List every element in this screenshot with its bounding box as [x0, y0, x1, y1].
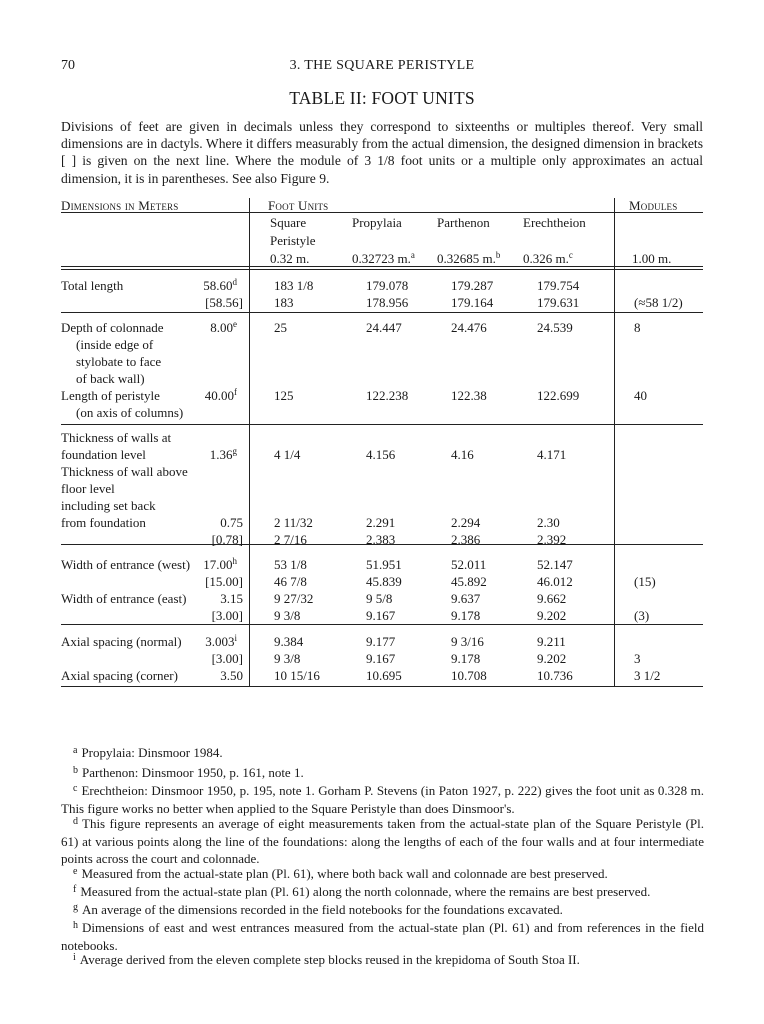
footnote-mark: d: [73, 816, 78, 827]
row-rule: [61, 424, 703, 425]
cell-meters: 3.50: [220, 668, 243, 683]
cell-propylaia: 122.238: [366, 388, 409, 403]
cell-propylaia: 9.167: [366, 608, 396, 623]
footnote: [61, 744, 704, 762]
footnote-mark: i: [73, 952, 76, 963]
footnote-mark: f: [73, 884, 77, 895]
cell-erechtheion: 9.202: [537, 651, 567, 666]
cell-propylaia: 45.839: [366, 574, 402, 589]
row-label: from foundation: [61, 515, 146, 530]
cell-parthenon: 10.708: [451, 668, 487, 683]
footnote-text: Erechtheion: Dinsmoor 1950, p. 195, note 1. Gorham P. Stevens (in Paton 1927, p. 222) gives the foot unit as 0.328 m. This figure works no better when applied to the Square Peristyle than does Dinsmoor's.: [61, 783, 704, 816]
cell-meters: 8.00e: [210, 319, 237, 335]
cell-parthenon: 179.287: [451, 278, 494, 293]
cell-modules: 40: [634, 388, 647, 403]
footnote-text: Propylaia: Dinsmoor 1984.: [81, 745, 223, 760]
cell-erechtheion: 9.202: [537, 608, 567, 623]
col-name-line: Propylaia: [352, 215, 402, 230]
cell-parthenon: 52.011: [451, 557, 487, 572]
cell-erechtheion: 52.147: [537, 557, 573, 572]
footnote-text: This figure represents an average of eight measurements taken from the actual-state plan of the Square Peristyle (Pl. 61) at various points along the line of the foundations: along the lengths of each of the four walls and at four intermediate points across the court and colonnade.: [61, 816, 704, 867]
cell-parthenon: 179.164: [451, 295, 494, 310]
footnote: [61, 782, 704, 817]
cell-parthenon: 24.476: [451, 320, 487, 335]
cell-parthenon: 9.178: [451, 608, 481, 623]
cell-square-peristyle: 9 3/8: [274, 651, 301, 666]
row-label: (inside edge of: [76, 337, 154, 352]
row-label: of back wall): [76, 371, 145, 386]
cell-erechtheion: 2.392: [537, 532, 567, 547]
row-label: Thickness of walls at: [61, 430, 172, 445]
header-dimensions: Dimensions in Meters: [61, 198, 179, 213]
col-name-line: Square: [270, 215, 307, 230]
col-header-square-peristyle: [270, 214, 316, 268]
col-name-line: Parthenon: [437, 215, 490, 230]
cell-square-peristyle: 2 11/32: [274, 515, 313, 530]
footnote-mark: a: [73, 745, 78, 756]
footnote-mark: e: [73, 866, 78, 877]
cell-meters: 1.36$^g$: [209, 446, 237, 462]
footnote-mark: c: [73, 783, 78, 794]
row-rule: [61, 312, 703, 313]
footnote-mark: b: [73, 765, 78, 776]
table-title: TABLE II: FOOT UNITS: [289, 88, 475, 108]
footnote: [61, 815, 704, 868]
cell-parthenon: 9.178: [451, 651, 481, 666]
footnote: [61, 901, 704, 919]
header-rule-2: [61, 269, 703, 270]
cell-meters: 58.60$^d$: [203, 277, 237, 293]
cell-erechtheion: 46.012: [537, 574, 573, 589]
cell-erechtheion: 9.662: [537, 591, 567, 606]
footnote-text: Parthenon: Dinsmoor 1950, p. 161, note 1.: [82, 765, 304, 780]
cell-modules: 3 1/2: [634, 668, 661, 683]
cell-parthenon: 2.294: [451, 515, 481, 530]
row-label: Thickness of wall above: [61, 464, 188, 479]
cell-propylaia: 9 5/8: [366, 591, 393, 606]
cell-erechtheion: 4.171: [537, 447, 567, 462]
footnote: [61, 919, 704, 954]
row-label: Length of peristyle: [61, 388, 160, 403]
cell-square-peristyle: 25: [274, 320, 287, 335]
cell-parthenon: 4.16: [451, 447, 474, 462]
cell-erechtheion: 179.631: [537, 295, 580, 310]
col-header-propylaia: [352, 214, 415, 268]
col-header-erechtheion: [523, 214, 586, 268]
cell-propylaia: 4.156: [366, 447, 396, 462]
cell-square-peristyle: 125: [274, 388, 294, 403]
cell-erechtheion: 10.736: [537, 668, 573, 683]
cell-square-peristyle: 183 1/8: [274, 278, 314, 293]
cell-modules: (15): [634, 574, 656, 589]
footnote: [61, 865, 704, 883]
cell-parthenon: 9.637: [451, 591, 481, 606]
cell-meters: [58.56]: [205, 295, 243, 310]
cell-square-peristyle: 46 7/8: [274, 574, 307, 589]
row-label: including set back: [61, 498, 156, 513]
footnote-text: Measured from the actual-state plan (Pl. 61), where both back wall and colonnade are best preserved.: [81, 866, 608, 881]
intro-paragraph: Divisions of feet are given in decimals unless they correspond to sixteenths or multiples thereof. Very small dimensions are in dactyls. Where it differs measurably from the actual dimension, the designed dimension in brackets [ ] is given on the next line. Where the module of 3 1/8 foot units or a multiple only approximates an actual dimension, it is in parentheses. See also Figure 9.: [61, 119, 703, 186]
cell-propylaia: 10.695: [366, 668, 402, 683]
footnote-text: An average of the dimensions recorded in the field notebooks for the foundations excavated.: [82, 902, 563, 917]
col-unit: 0.32723 m.$^a$: [352, 250, 415, 266]
running-head: 3. THE SQUARE PERISTYLE: [289, 58, 475, 73]
row-label: Axial spacing (normal): [61, 634, 182, 649]
col-unit: 0.32 m.: [270, 251, 310, 266]
cell-meters: 3.15: [220, 591, 243, 606]
cell-meters: 17.00$^h$: [203, 556, 237, 572]
cell-square-peristyle: 9 27/32: [274, 591, 314, 606]
col-name-line: Peristyle: [270, 233, 316, 248]
cell-erechtheion: 2.30: [537, 515, 560, 530]
header-modules: Modules: [629, 198, 678, 213]
cell-parthenon: 45.892: [451, 574, 487, 589]
col-header-parthenon: [437, 214, 500, 268]
cell-propylaia: 2.291: [366, 515, 396, 530]
header-foot-units: Foot Units: [268, 198, 329, 213]
cell-modules: (3): [634, 608, 650, 623]
cell-propylaia: 24.447: [366, 320, 402, 335]
cell-erechtheion: 179.754: [537, 278, 580, 293]
cell-meters: [15.00]: [205, 574, 243, 589]
cell-propylaia: 9.177: [366, 634, 396, 649]
cell-propylaia: 178.956: [366, 295, 409, 310]
footnote: [61, 951, 704, 969]
cell-propylaia: 179.078: [366, 278, 409, 293]
cell-meters: [0.78]: [211, 532, 243, 547]
page-number: 70: [61, 58, 75, 73]
col-name-line: Erechtheion: [523, 215, 586, 230]
column-divider-left: [249, 198, 250, 686]
cell-parthenon: 2.386: [451, 532, 481, 547]
footnote-mark: g: [73, 902, 78, 913]
cell-erechtheion: 122.699: [537, 388, 580, 403]
row-label: floor level: [61, 481, 115, 496]
row-rule: [61, 624, 703, 625]
column-divider-right: [614, 198, 615, 686]
cell-square-peristyle: 53 1/8: [274, 557, 307, 572]
footnote: [61, 764, 704, 782]
col-unit: 0.32685 m.$^b$: [437, 250, 501, 266]
cell-meters: [3.00]: [211, 651, 243, 666]
col-header-modules-unit: 1.00 m.: [632, 251, 672, 266]
row-label: Depth of colonnade: [61, 320, 164, 335]
footnote-text: Dimensions of east and west entrances measured from the actual-state plan (Pl. 61) and from references in the field notebooks.: [61, 920, 704, 953]
cell-modules: 8: [634, 320, 641, 335]
row-label: Axial spacing (corner): [61, 668, 178, 683]
footnote-text: Measured from the actual-state plan (Pl. 61) along the north colonnade, where the remains are best preserved.: [80, 884, 651, 899]
cell-meters: [3.00]: [211, 608, 243, 623]
cell-propylaia: 51.951: [366, 557, 402, 572]
footnote-text: Average derived from the eleven complete step blocks reused in the krepidoma of South Stoa II.: [79, 952, 580, 967]
row-label: stylobate to face: [76, 354, 162, 369]
cell-meters: 0.75: [220, 515, 243, 530]
cell-square-peristyle: 10 15/16: [274, 668, 320, 683]
cell-square-peristyle: 9.384: [274, 634, 304, 649]
cell-erechtheion: 9.211: [537, 634, 566, 649]
cell-meters: 3.003$^i$: [205, 633, 237, 649]
cell-erechtheion: 24.539: [537, 320, 573, 335]
cell-square-peristyle: 4 1/4: [274, 447, 301, 462]
row-label: foundation level: [61, 447, 146, 462]
cell-square-peristyle: 9 3/8: [274, 608, 301, 623]
row-label: (on axis of columns): [76, 405, 184, 420]
cell-parthenon: 122.38: [451, 388, 487, 403]
cell-modules: 3: [634, 651, 641, 666]
footnote: [61, 883, 704, 901]
cell-propylaia: 2.383: [366, 532, 396, 547]
col-unit: 0.326 m.$^c$: [523, 250, 573, 266]
table-bottom-rule: [61, 686, 703, 687]
footnote-mark: h: [73, 920, 78, 931]
cell-propylaia: 9.167: [366, 651, 396, 666]
cell-square-peristyle: 2 7/16: [274, 532, 307, 547]
row-label: Total length: [61, 278, 124, 293]
cell-modules: (≈58 1/2): [634, 295, 683, 310]
cell-meters: 40.00$^f$: [204, 387, 237, 403]
cell-parthenon: 9 3/16: [451, 634, 484, 649]
row-label: Width of entrance (west): [61, 557, 191, 572]
row-label: Width of entrance (east): [61, 591, 187, 606]
cell-square-peristyle: 183: [274, 295, 294, 310]
